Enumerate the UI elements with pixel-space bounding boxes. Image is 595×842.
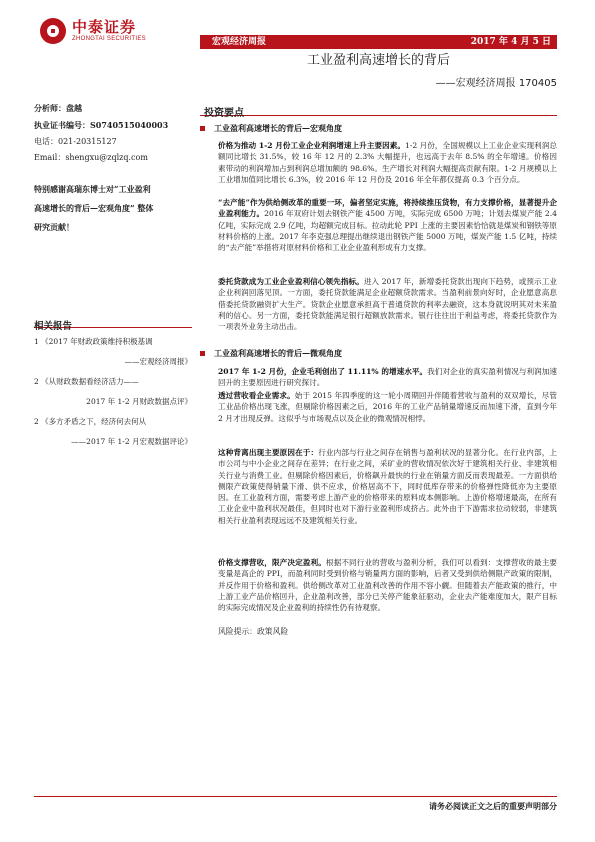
paragraph-lead: “去产能”作为供给侧改革的重要一环，偏者坚定实施，将持续推压货物，有力支撑价格，显著提升企业盈利能力。 (218, 198, 557, 219)
related-report-line: 1 《2017 年财政政策维持积极基调 (34, 337, 153, 346)
investment-highlights-title: 投资要点 (204, 108, 244, 119)
related-report-line: ——宏观经济周报》 (124, 357, 192, 366)
report-type-tag: 宏观经济周报 (212, 37, 267, 47)
paragraph-body: 我们对企业的真实盈利情况与利润加速回升的主要原因进行研究探讨。 (218, 367, 557, 388)
related-report-line: ——2017 年 1-2 月宏观数据评论》 (71, 437, 192, 446)
footer-divider (34, 796, 557, 797)
analyst-name: 盘越 (66, 103, 82, 113)
logo-icon (40, 18, 66, 44)
paragraph-body: 根据不同行业的营收与盈利分析，我们可以看到：支撑营收的最主要变量是高企的 PPI，而盈利同时受到价格与销量两方面的影响，后者又受到供给侧限产政策的限制，并反作用于价格和盈利。供给侧改革对工业盈利改善的作用不容小觑。但随着去产能政策的推行，中上游工业产品价格回升，企业盈利改善，部分已关停产能象征驱动，企业去产能难度加大，限产目标的实际完成情况及企业盈利的持续性仍有待观察。 (218, 558, 558, 613)
square-bullet-icon (200, 351, 205, 356)
report-date: 2017 年 4 月 5 日 (470, 37, 551, 47)
analyst-phone: 021-20315127 (58, 137, 117, 146)
related-report-line: 2 《从财政数据看经济活力—— (34, 377, 139, 386)
acknowledgement-line: 特别感谢高瑞东博士对“工业盈利 (34, 184, 151, 194)
paragraph-entrusted-loans (218, 276, 557, 332)
section-heading-micro (200, 348, 557, 359)
related-report-item[interactable] (34, 412, 192, 452)
risk-warning: 风险提示：政策风险 (218, 627, 289, 636)
logo-name-cn: 中泰证券 (72, 18, 137, 36)
related-reports-list (34, 332, 192, 452)
investment-highlights-header (200, 101, 557, 119)
analyst-email-line (34, 150, 192, 166)
paragraph-revenue-demand (218, 390, 557, 424)
paragraph-lead: 委托贷款成为工业企业盈利信心领先指标。 (218, 277, 364, 286)
page-subtitle: ——宏观经济周报 170405 (435, 78, 557, 89)
analyst-phone-line (34, 134, 192, 150)
analyst-cert-line (34, 117, 192, 134)
paragraph-divergence (218, 447, 557, 526)
related-reports-title: 相关报告 (34, 321, 73, 332)
paragraph-lead: 透过营收看企业需求。 (218, 391, 295, 400)
logo-name-en: ZHONGTAI SECURITIES (72, 36, 146, 42)
paragraph-body: 进入 2017 年，新增委托贷款出现向下趋势，或预示工业企业利润回落见顶。一方面，委托贷款能满足企业超额贷款需求。当盈利前景向好时，企业愿意高息借委托贷款融资扩大生产。贷款企业愿意承担高于普通贷款的利率去融资，这本身就说明其对未来盈利的信心。另一方面，委托贷款能满足银行超额放款需求。银行往往出于利益考虑，将委托贷款作为一项表外业务主动出击。 (218, 277, 558, 332)
footer-disclaimer: 请务必阅读正文之后的重要声明部分 (429, 801, 557, 811)
section-heading-text: 工业盈利高速增长的背后—微观角度 (214, 348, 342, 358)
related-report-item[interactable] (34, 372, 192, 412)
section-heading-macro (200, 123, 557, 134)
paragraph-lead: 价格支撑营收，限产决定盈利。 (218, 558, 326, 567)
paragraph-lead: 价格为推动 1-2 月份工业企业利润增速上升主要因素。 (218, 141, 405, 150)
acknowledgement-line: 研究贡献！ (34, 222, 74, 232)
related-report-line: 2 《多方矛盾之下，经济何去何从 (34, 417, 147, 426)
company-logo (40, 16, 180, 46)
analyst-cert-label: 执业证书编号： (34, 120, 90, 130)
paragraph-body: 1-2 月份，全国规模以上工业企业实现利润总额同比增长 31.5%，较 16 年 12 月的 2.3% 大幅提升，也远高于去年 8.5% 的全年增速。价格因素带动的利润增加占到利润总增加额的 98.6%。生产增长对利润大幅提高贡献有限。1-2 月规模以上工业增加值同比增长 6.3%，较 2016 年 12 月份及 2016 年全年都仅提高 0.3 个百分点。 (218, 141, 557, 184)
acknowledgement-line: 高速增长的背后—宏观角度” 整体 (34, 203, 154, 213)
acknowledgement (34, 180, 192, 237)
page-title: 工业盈利高速增长的背后 (306, 53, 450, 68)
analyst-info (34, 100, 192, 166)
analyst-email-label: Email： (34, 153, 66, 162)
paragraph-price-driver (218, 140, 557, 185)
paragraph-price-output (218, 557, 557, 613)
analyst-name-line (34, 100, 192, 117)
square-bullet-icon (200, 126, 205, 131)
section-heading-text: 工业盈利高速增长的背后—宏观角度 (214, 123, 342, 133)
analyst-cert: S0740515040003 (90, 120, 169, 130)
paragraph-body: 2016 年双府计划去钢铁产能 4500 万吨，实际完成 6500 万吨；计划去煤炭产能 2.4 亿吨，实际完成 2.9 亿吨，均超额完成目标。拉动此轮 PPI 上涨的主要因素恰恰就是煤炭和钢铁等原材料价格的上涨。2017 年李克强总理提出继续退出钢铁产能 5000 万吨，煤炭产能 1.5 亿吨，持续的“去产能”举措将对原材料价格和工业企业盈利形成有力支撑。 (218, 209, 557, 253)
paragraph-body: 行业内部与行业之间存在销售与盈利状况的显著分化。在行业内部，上市公司与中小企业之间存在差异；在行业之间，采矿业的营收情况依次好于建筑相关行业、非建筑相关行业与消费工业。但剔除价格因素后，价格飙升最快的行业在销量方面反而表现最差。一方面供给侧限产政策使得销量下滑、供不应求，价格居高不下，同时低库存带来的价格弹性降低亦为主要原因。在工业盈利方面，需要考虑上游产业的价格带来的原料成本侧影响。上游价格增速最高，在所有工业企业中盈利状况最佳，但同时也对下游行业盈利形成挤占。此外由于下游需求拉动较弱，非建筑相关行业盈利表现远远不及建筑相关行业。 (218, 448, 558, 525)
analyst-name-label: 分析师： (34, 103, 66, 113)
related-report-line: 2017 年 1-2 月财政数据点评》 (86, 397, 192, 406)
related-report-item[interactable] (34, 332, 192, 372)
paragraph-gross-margin (218, 366, 557, 389)
related-reports-header (34, 314, 192, 332)
paragraph-lead: 这种背离出现主要原因在于： (218, 448, 319, 457)
paragraph-body: 始于 2015 年四季度的这一轮小周期回升伴随着营收与盈利的双双增长，尽管工业品价格出现飞涨，但剔除价格因素之后，2016 年的工业产品销量增速反而加速下滑，直到今年 2 月才出现反弹。这似乎与市场观点以及企业的微观情况相悖。 (218, 391, 558, 423)
analyst-phone-label: 电话： (34, 137, 58, 146)
paragraph-lead: 2017 年 1-2 月份，企业毛利创出了 11.11% 的增速水平。 (218, 367, 428, 376)
paragraph-capacity-cut (218, 197, 557, 253)
analyst-email[interactable]: shengxu@zqlzq.com (65, 153, 148, 162)
